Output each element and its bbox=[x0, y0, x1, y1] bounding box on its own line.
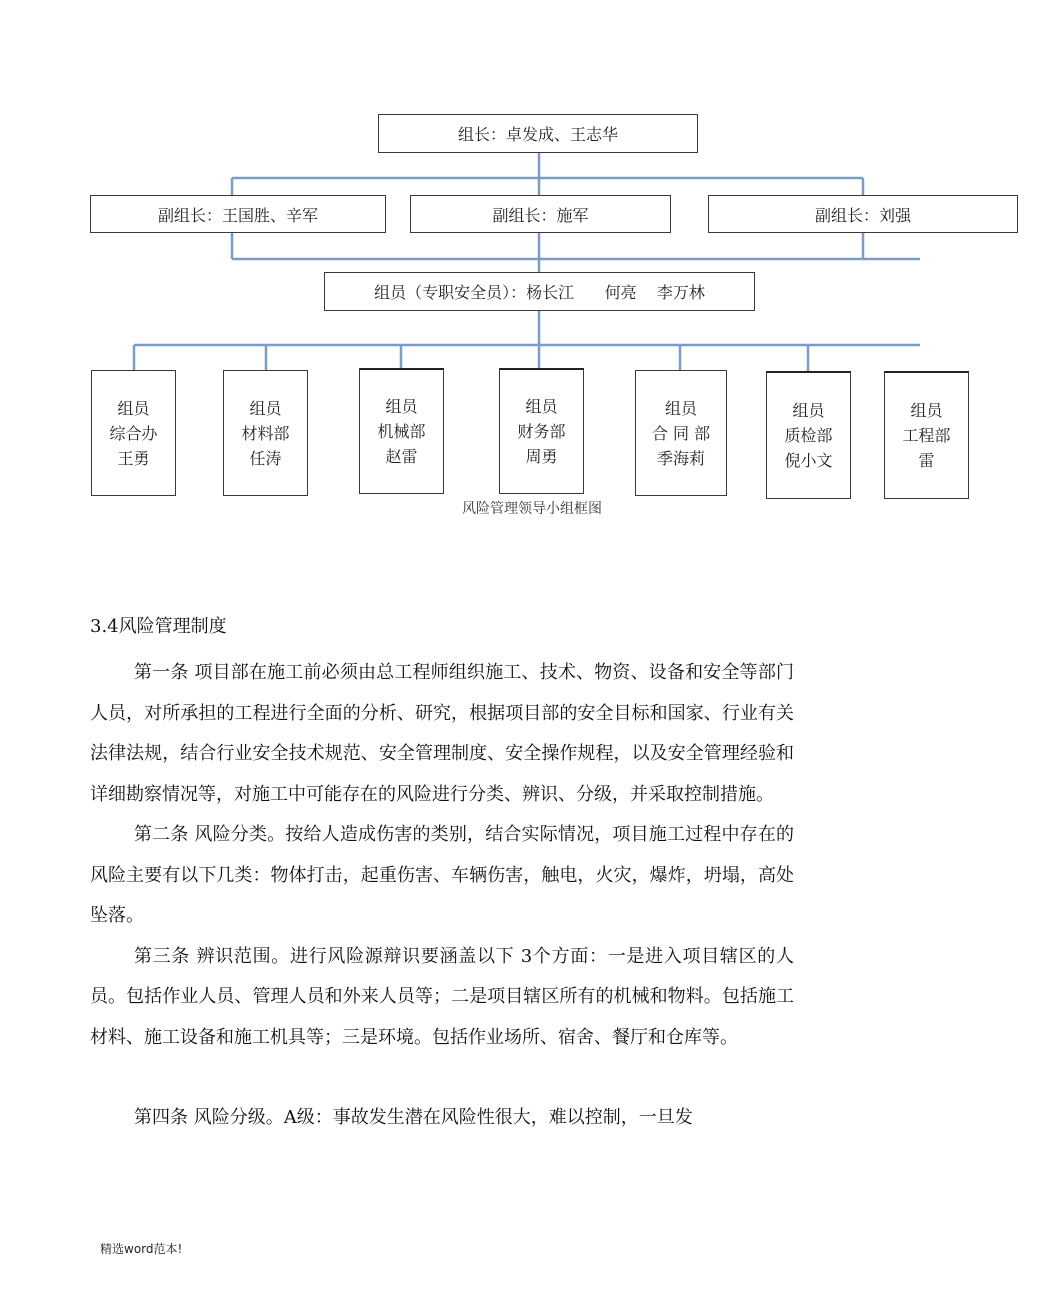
member-role: 组员 bbox=[385, 397, 418, 416]
member-box-3 bbox=[359, 368, 444, 494]
member-dept: 材料部 bbox=[241, 423, 290, 443]
member-box-4 bbox=[499, 368, 584, 494]
member-role: 组员 bbox=[792, 401, 825, 420]
member-dept: 综合办 bbox=[109, 423, 158, 443]
section-heading: 3.4风险管理制度 bbox=[90, 616, 227, 637]
paragraph-3: 第三条 辨识范围。进行风险源辩识要涵盖以下 3个方面：一是进入项目辖区的人员。包括作业人员、管理人员和外来人员等；二是项目辖区所有的机械和物料。包括施工材料、施工设备和施工机具等；三是环境。包括作业场所、宿舍、餐厅和仓库等。 bbox=[90, 945, 794, 1048]
member-box-5 bbox=[635, 370, 727, 496]
member-role: 组员 bbox=[249, 398, 282, 418]
member-name: 雷 bbox=[918, 451, 935, 470]
member-name: 王勇 bbox=[117, 448, 150, 468]
member-dept: 财务部 bbox=[517, 422, 566, 441]
member-name: 季海莉 bbox=[656, 448, 705, 468]
page-footer: 精选word范本! bbox=[100, 1242, 183, 1256]
member-role: 组员 bbox=[664, 398, 697, 418]
member-name: 赵雷 bbox=[385, 447, 418, 466]
member-dept: 合 同 部 bbox=[651, 423, 711, 443]
member-name: 周勇 bbox=[525, 447, 558, 466]
leader-box: 组长：卓发成、王志华 bbox=[378, 114, 698, 153]
org-chart bbox=[0, 0, 951, 560]
member-name: 倪小文 bbox=[784, 451, 833, 470]
section-content bbox=[90, 612, 810, 1139]
paragraph-2: 第二条 风险分类。按给人造成伤害的类别，结合实际情况，项目施工过程中存在的风险主要有以下几类：物体打击，起重伤害、车辆伤害，触电，火灾，爆炸，坍塌，高处坠落。 bbox=[90, 824, 794, 926]
member-dept: 机械部 bbox=[377, 422, 426, 441]
deputy-box-3: 副组长：刘强 bbox=[708, 195, 1018, 233]
staff-box: 组员（专职安全员）：杨长江 何亮 李万林 bbox=[324, 272, 755, 311]
member-role: 组员 bbox=[910, 401, 943, 420]
member-box-1 bbox=[91, 370, 176, 496]
deputy-box-2: 副组长：施军 bbox=[410, 195, 671, 233]
deputy-box-1: 副组长：王国胜、辛军 bbox=[90, 195, 386, 233]
member-box-6 bbox=[766, 371, 851, 499]
member-name: 任涛 bbox=[249, 448, 282, 468]
chart-caption: 风险管理领导小组框图 bbox=[462, 501, 602, 517]
member-role: 组员 bbox=[525, 397, 558, 416]
member-box-7 bbox=[884, 371, 969, 499]
member-role: 组员 bbox=[117, 398, 150, 418]
member-box-2 bbox=[223, 370, 308, 496]
paragraph-1: 第一条 项目部在施工前必须由总工程师组织施工、技术、物资、设备和安全等部门人员，对所承担的工程进行全面的分析、研究，根据项目部的安全目标和国家、行业有关法律法规，结合行业安全技术规范、安全管理制度、安全操作规程，以及安全管理经验和详细勘察情况等，对施工中可能存在的风险进行分类、辨识、分级，并采取控制措施。 bbox=[90, 662, 794, 805]
member-dept: 工程部 bbox=[902, 426, 951, 445]
member-dept: 质检部 bbox=[784, 426, 833, 445]
paragraph-4: 第四条 风险分级。A级：事故发生潜在风险性很大，难以控制，一旦发 bbox=[134, 1107, 693, 1128]
